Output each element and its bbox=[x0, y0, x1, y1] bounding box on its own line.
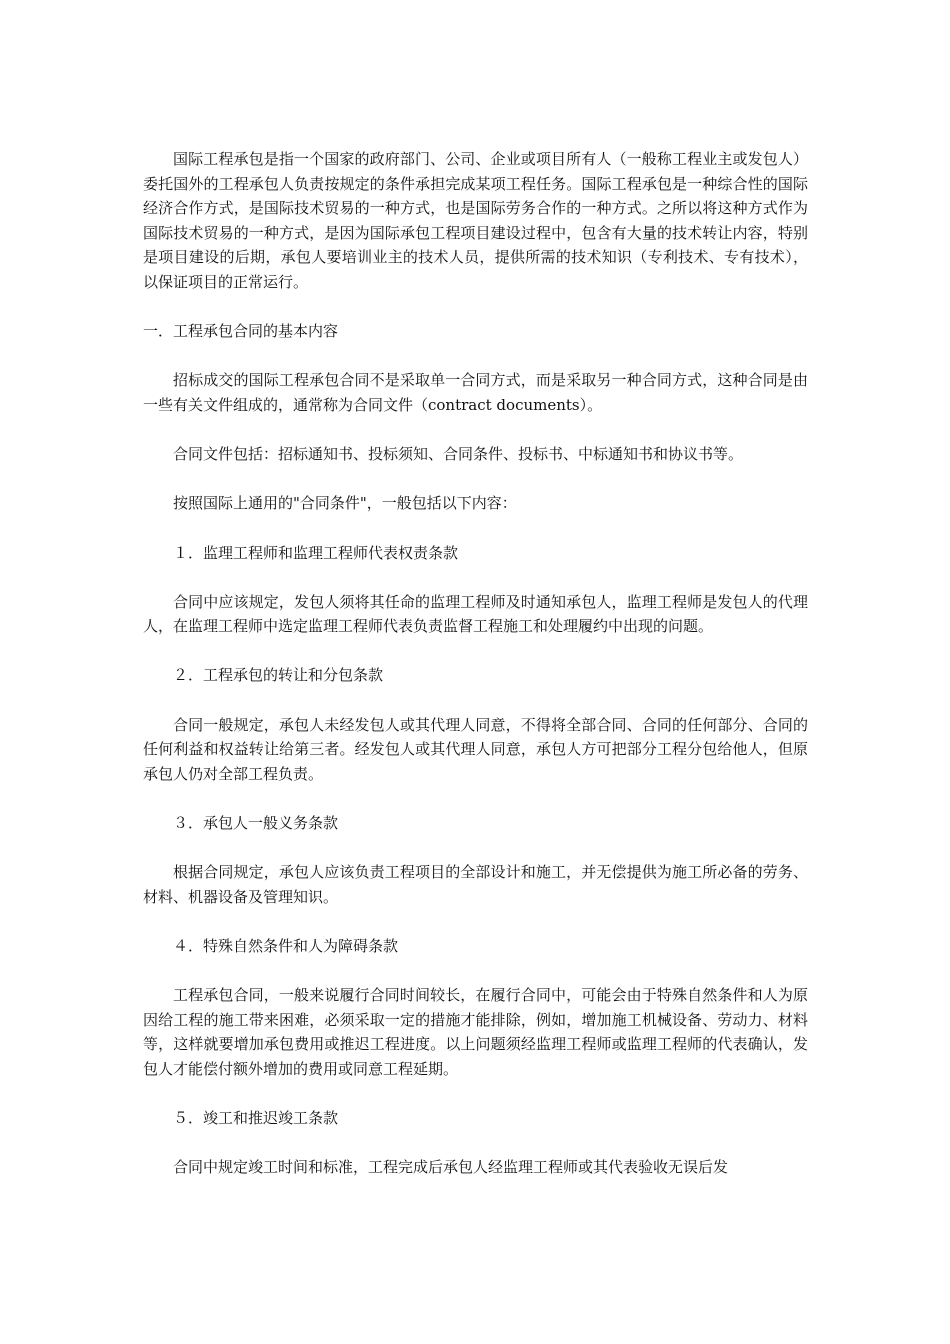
clause-2-title: ２．工程承包的转让和分包条款 bbox=[173, 666, 384, 685]
paragraph-contract-documents: 合同文件包括：招标通知书、投标须知、合同条件、投标书、中标通知书和协议书等。 bbox=[173, 445, 744, 464]
paragraph-contract-conditions: 按照国际上通用的"合同条件"，一般包括以下内容： bbox=[173, 494, 517, 513]
clause-5-body: 合同中规定竣工时间和标准，工程完成后承包人经监理工程师或其代表验收无误后发 bbox=[173, 1158, 729, 1177]
clause-2-body: 合同一般规定，承包人未经发包人或其代理人同意，不得将全部合同、合同的任何部分、合同的任何利益和权益转让给第三者。经发包人或其代理人同意，承包人方可把部分工程分包给他人，但原承包人仍对全部工程负责。 bbox=[143, 715, 808, 783]
clause-4-title: ４．特殊自然条件和人为障碍条款 bbox=[173, 937, 399, 955]
clause-3-body: 根据合同规定，承包人应该负责工程项目的全部设计和施工，并无偿提供为施工所必备的劳务、材料、机器设备及管理知识。 bbox=[143, 863, 808, 906]
clause-1-title: １．监理工程师和监理工程师代表权责条款 bbox=[173, 543, 459, 562]
section-title: 一．工程承包合同的基本内容 bbox=[143, 322, 339, 341]
clause-3-title: ３．承包人一般义务条款 bbox=[173, 814, 339, 833]
document-page bbox=[143, 147, 808, 1205]
clause-4-body: 工程承包合同，一般来说履行合同时间较长，在履行合同中，可能会由于特殊自然条件和人为原因给工程的施工带来困难，必须采取一定的措施才能排除，例如，增加施工机械设备、劳动力、材料等，这样就要增加承包费用或推迟工程进度。以上问题须经监理工程师或监理工程师的代表确认，发包人才能偿付额外增加的费用或同意工程延期。 bbox=[143, 986, 808, 1078]
paragraph-contract-form: 招标成交的国际工程承包合同不是采取单一合同方式，而是采取另一种合同方式，这种合同是由一些有关文件组成的，通常称为合同文件（contract documents）。 bbox=[143, 371, 808, 414]
clause-5-title: ５．竣工和推迟竣工条款 bbox=[173, 1109, 339, 1128]
intro-paragraph: 国际工程承包是指一个国家的政府部门、公司、企业或项目所有人（一般称工程业主或发包人）委托国外的工程承包人负责按规定的条件承担完成某项工程任务。国际工程承包是一种综合性的国际经济合作方式，是国际技术贸易的一种方式，也是国际劳务合作的一种方式。之所以将这种方式作为国际技术贸易的一种方式，是因为国际承包工程项目建设过程中，包含有大量的技术转让内容，特别是项目建设的后期，承包人要培训业主的技术人员，提供所需的技术知识（专利技术、专有技术），以保证项目的正常运行。 bbox=[143, 150, 808, 291]
clause-1-body: 合同中应该规定，发包人须将其任命的监理工程师及时通知承包人，监理工程师是发包人的代理人，在监理工程师中选定监理工程师代表负责监督工程施工和处理履约中出现的问题。 bbox=[143, 592, 808, 636]
